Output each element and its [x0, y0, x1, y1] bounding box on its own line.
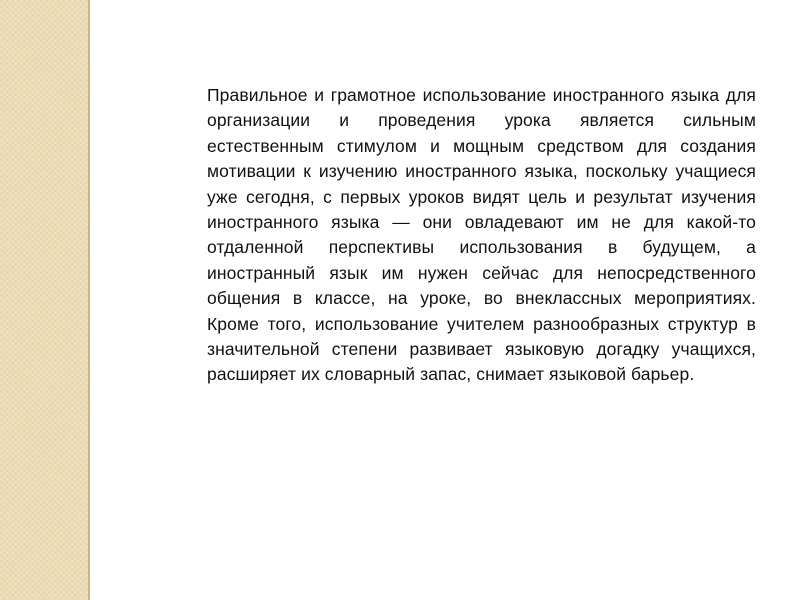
slide-body-text: Правильное и грамотное использование иностранного языка для организации и проведения урока является сильным естественным стимулом и мощным средством для создания мотивации к изучению иностранного языка, поскольку учащиеся уже сегодня, с первых уроков видят цель и результат изучения иностранного языка — они овладевают им не для какой-то отдаленной перспективы использования в будущем, а иностранный язык им нужен сейчас для непосредственного общения в классе, на уроке, во внеклассных мероприятиях. Кроме того, использование учителем разнообразных структур в значительной степени развивает языковую догадку учащихся, расширяет их словарный запас, снимает языковой барьер. — [207, 85, 756, 385]
decorative-side-line — [88, 0, 90, 600]
decorative-side-band — [0, 0, 88, 600]
